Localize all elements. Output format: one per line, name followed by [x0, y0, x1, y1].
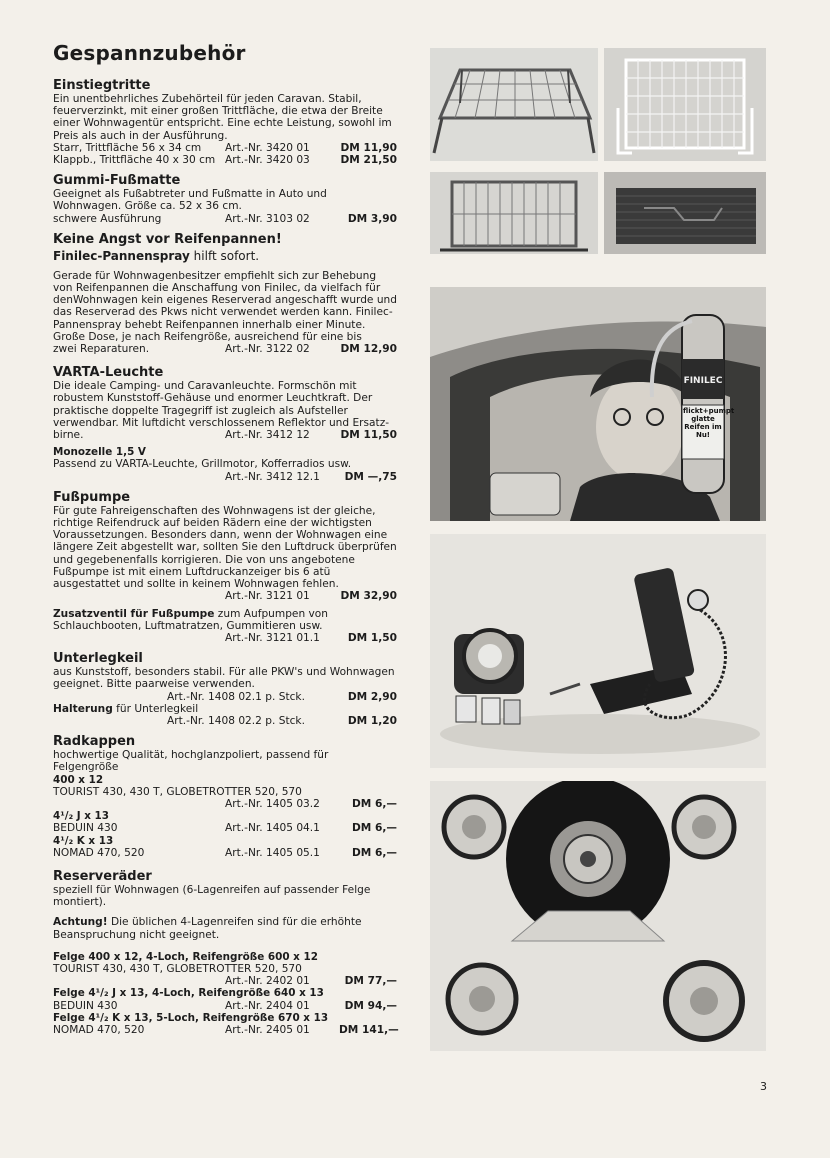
- price-row: NOMAD 470, 520 Art.-Nr. 2405 01 DM 141,—: [53, 1023, 399, 1036]
- photo-hubcaps-wheel: [430, 781, 766, 1051]
- section-headline: Keine Angst vor Reifenpannen!: [53, 231, 282, 247]
- photo-finilec-man: [430, 287, 766, 521]
- price-row: birne. Art.-Nr. 3412 12 DM 11,50: [53, 429, 397, 442]
- subitem-text: Passend zu VARTA-Leuchte, Grillmotor, Kofferradios usw.: [53, 458, 352, 471]
- size-label: 4¹/₂ J x 13: [53, 810, 110, 823]
- price-row: NOMAD 470, 520 Art.-Nr. 1405 05.1 DM 6,—: [53, 846, 397, 859]
- section-radkappen: [53, 734, 397, 859]
- section-text: Für gute Fahreigenschaften des Wohnwagens ist der gleiche, richtige Reifendruck auf beiden Rädern eine der wichtigsten Voraussetzungen. Besonders dann, wenn der Wohnwagen eine längere Zeit abgestellt war, sollten Sie den Luftdruck überprüfen und gegebenenfalls korrigieren. Die von uns angebotene Fußpumpe ist mit einem Luftdruckanzeiger bis 6 atü ausgestattet und sollte in keinem Wohnwagen fehlen.: [53, 504, 397, 591]
- section-text: Ein unentbehrliches Zubehörteil für jeden Caravan. Stabil, feuerverzinkt, mit einer großen Trittfläche, die etwa der Breite einer Wohnwagentür entspricht. Eine echte Leistung, sowohl im Preis als auch in der Ausführung.: [53, 93, 392, 142]
- subitem-title: Monozelle 1,5 V: [53, 446, 146, 459]
- price-row: schwere Ausführung Art.-Nr. 3103 02 DM 3,90: [53, 212, 397, 225]
- model-label: TOURIST 430, 430 T, GLOBETROTTER 520, 570: [53, 962, 302, 975]
- section-reserveraeder: [53, 869, 397, 1036]
- section-text: hochwertige Qualität, hochglanzpoliert, passend für Felgengröße: [53, 749, 329, 774]
- spray-tag: flickt+pumpt glatte Reifen im Nu!: [683, 407, 735, 439]
- section-text: Die ideale Camping- und Caravanleuchte. Formschön mit robustem Kunststoff-Gehäuse und enormer Leuchtkraft. Der praktische doppelte Tragegriff ist zugleich als Aufsteller verwendbar. Mit luftdicht verschlossenem Reflektor und Ersatz-: [53, 380, 390, 429]
- price-row: Art.-Nr. 1408 02.1 p. Stck. DM 2,90: [167, 690, 397, 703]
- section-fusspumpe: [53, 490, 397, 644]
- section-text: aus Kunststoff, besonders stabil. Für alle PKW's und Wohnwagen geeignet. Bitte paarweise verwenden.: [53, 666, 395, 691]
- section-text: Gerade für Wohnwagenbesitzer empfiehlt sich zur Behebung von Reifenpannen die Anschaffung von Finilec, da vielfach für denWohnwagen kein eigenes Reserverad angeschafft wurde und das Reserverad des Pkws nicht verwendet werden kann. Finilec-Pannenspray behebt Reifenpannen innerhalb einer Minute.: [53, 269, 397, 331]
- price-row: Klappb., Trittfläche 40 x 30 cm Art.-Nr. 3420 03 DM 21,50: [53, 154, 397, 167]
- section-title: VARTA-Leuchte: [53, 365, 164, 381]
- photo-lamp-pump: [430, 534, 766, 768]
- section-text: Geeignet als Fußabtreter und Fußmatte in Auto und Wohnwagen. Größe ca. 52 x 36 cm.: [53, 188, 327, 213]
- page-number: 3: [760, 1080, 767, 1093]
- section-text-2: Große Dose, je nach Reifengröße, ausreichend für eine bis: [53, 330, 362, 343]
- photo-rubber-mat: [604, 172, 766, 254]
- photo-step-rigid: [430, 48, 598, 161]
- size-label: Felge 4¹/₂ J x 13, 4-Loch, Reifengröße 640 x 13: [53, 987, 324, 1000]
- section-title: Radkappen: [53, 734, 136, 750]
- price-row: Art.-Nr. 3121 01 DM 32,90: [225, 590, 397, 603]
- subitem-text: Zusatzventil für Fußpumpe zum Aufpumpen von Schlauchbooten, Luftmatratzen, Gummitieren usw.: [53, 607, 328, 632]
- price-row: Art.-Nr. 3121 01.1 DM 1,50: [225, 631, 397, 644]
- section-gummi-fussmatte: [53, 173, 397, 225]
- section-einstiegtritte: [53, 78, 397, 166]
- price-row: Art.-Nr. 2402 01 DM 77,—: [225, 975, 397, 988]
- size-label: 4¹/₂ K x 13: [53, 834, 114, 847]
- price-row: BEDUIN 430 Art.-Nr. 1405 04.1 DM 6,—: [53, 822, 397, 835]
- section-title: Reserveräder: [53, 868, 152, 884]
- section-title: Einstiegtritte: [53, 78, 151, 93]
- section-title: Fußpumpe: [53, 489, 131, 505]
- price-row: Art.-Nr. 1408 02.2 p. Stck. DM 1,20: [167, 714, 397, 727]
- section-title: Unterlegkeil: [53, 651, 143, 667]
- price-row: zwei Reparaturen. Art.-Nr. 3122 02 DM 12,90: [53, 343, 397, 356]
- page-title: Gespannzubehör: [53, 41, 246, 65]
- price-row: Starr, Trittfläche 56 x 34 cm Art.-Nr. 3420 01 DM 11,90: [53, 141, 397, 154]
- price-row: BEDUIN 430 Art.-Nr. 2404 01 DM 94,—: [53, 999, 397, 1012]
- photo-step-folded: [430, 172, 598, 254]
- section-subheadline: Finilec-Pannenspray hilft sofort.: [53, 248, 260, 263]
- spray-label: FINILEC: [683, 376, 723, 386]
- section-varta: [53, 365, 397, 483]
- subitem-text: Halterung für Unterlegkeil: [53, 702, 199, 715]
- section-unterlegkeil: [53, 651, 397, 727]
- section-finilec: [53, 232, 397, 355]
- photo-step-folding: [604, 48, 766, 161]
- section-title: Gummi-Fußmatte: [53, 173, 181, 189]
- size-label: Felge 4¹/₂ K x 13, 5-Loch, Reifengröße 670 x 13: [53, 1011, 329, 1024]
- section-text: speziell für Wohnwagen (6-Lagenreifen auf passender Felge montiert).: [53, 883, 371, 909]
- text-column: [53, 40, 397, 1043]
- price-row: Art.-Nr. 3412 12.1 DM —,75: [225, 470, 397, 483]
- price-row: Art.-Nr. 1405 03.2 DM 6,—: [225, 797, 397, 810]
- model-label: TOURIST 430, 430 T, GLOBETROTTER 520, 570: [53, 785, 302, 798]
- size-label: 400 x 12: [53, 773, 104, 786]
- size-label: Felge 400 x 12, 4-Loch, Reifengröße 600 x 12: [53, 950, 318, 963]
- warning-text: Achtung! Die üblichen 4-Lagenreifen sind für die erhöhte Beanspruchung nicht geeignet.: [53, 916, 362, 941]
